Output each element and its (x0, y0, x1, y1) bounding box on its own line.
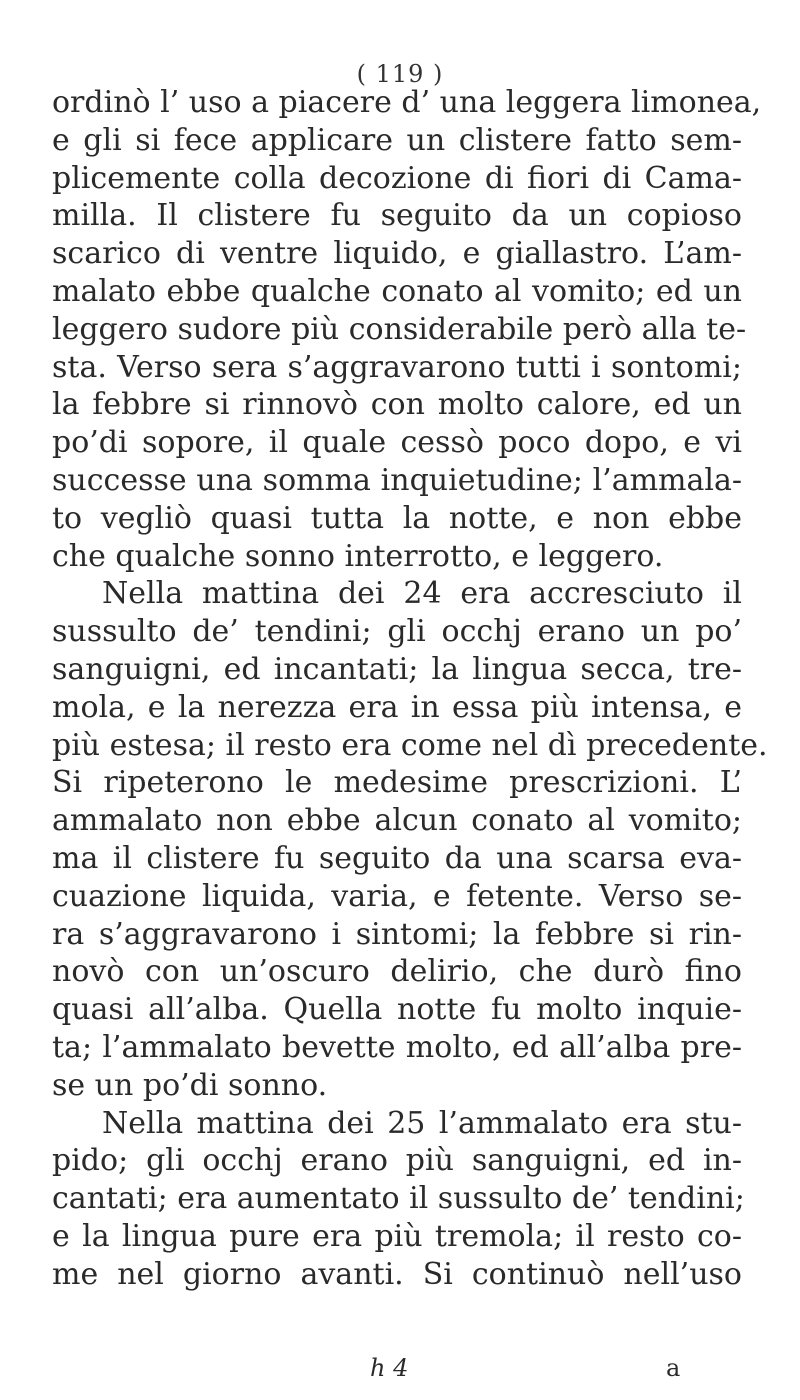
text-line: ammalato non ebbe alcun conato al vomito; (52, 803, 742, 839)
text-line: successe una somma inquietudine; l’ammala- (52, 462, 742, 498)
text-line: e la lingua pure era più tremola; il resto co- (52, 1218, 742, 1254)
signature-mark: h 4 (370, 1354, 409, 1382)
text-line: la febbre si rinnovò con molto calore, ed un (52, 387, 742, 423)
text-line: quasi all’alba. Quella notte fu molto inquie- (52, 992, 742, 1028)
text-line: Si ripeterono le medesime prescrizioni. L’ (52, 765, 742, 801)
text-line: Nella mattina dei 25 l’ammalato era stu- (102, 1105, 742, 1141)
text-line: sta. Verso sera s’aggravarono tutti i sontomi; (52, 349, 742, 385)
text-line: novò con un’oscuro delirio, che durò fino (52, 954, 742, 990)
text-line: ra s’aggravarono i sintomi; la febbre si rin- (52, 916, 742, 952)
catchword: a (666, 1354, 681, 1382)
text-line: sussulto de’ tendini; gli occhj erano un po’ (52, 614, 742, 650)
page-footer (0, 1354, 800, 1390)
text-line: e gli si fece applicare un clistere fatto sem- (52, 122, 742, 158)
text-line: mola, e la nerezza era in essa più intensa, e (52, 689, 742, 725)
text-line: sanguigni, ed incantati; la lingua secca, tre- (52, 651, 742, 687)
page-number: ( 119 ) (356, 60, 444, 88)
text-line: che qualche sonno interrotto, e leggero. (52, 538, 664, 574)
text-line: scarico di ventre liquido, e giallastro. L’am- (52, 236, 742, 272)
text-line: ordinò l’ uso a piacere d’ una leggera limonea, (52, 85, 762, 120)
text-line: pido; gli occhj erano più sanguigni, ed in- (52, 1143, 742, 1179)
text-line: più estesa; il resto era come nel dì precedente. (52, 727, 768, 763)
body-text (52, 84, 768, 1294)
text-line: plicemente colla decozione di fiori di Cama- (52, 160, 742, 196)
text-line: se un po’di sonno. (52, 1067, 328, 1103)
text-line: cantati; era aumentato il sussulto de’ tendini; (52, 1181, 745, 1217)
text-line: to vegliò quasi tutta la notte, e non ebbe (52, 500, 742, 536)
text-line: me nel giorno avanti. Si continuò nell’uso (52, 1256, 742, 1292)
text-line: cuazione liquida, varia, e fetente. Verso se- (52, 878, 742, 914)
text-line: malato ebbe qualche conato al vomito; ed un (52, 273, 742, 309)
text-line: milla. Il clistere fu seguito da un copioso (52, 198, 742, 234)
text-line: leggero sudore più considerabile però alla te- (52, 311, 747, 347)
text-line: po’di sopore, il quale cessò poco dopo, e vi (52, 425, 742, 461)
text-line: Nella mattina dei 24 era accresciuto il (102, 576, 742, 612)
text-line: ma il clistere fu seguito da una scarsa eva- (52, 840, 742, 876)
text-line: ta; l’ammalato bevette molto, ed all’alba pre- (52, 1029, 742, 1065)
